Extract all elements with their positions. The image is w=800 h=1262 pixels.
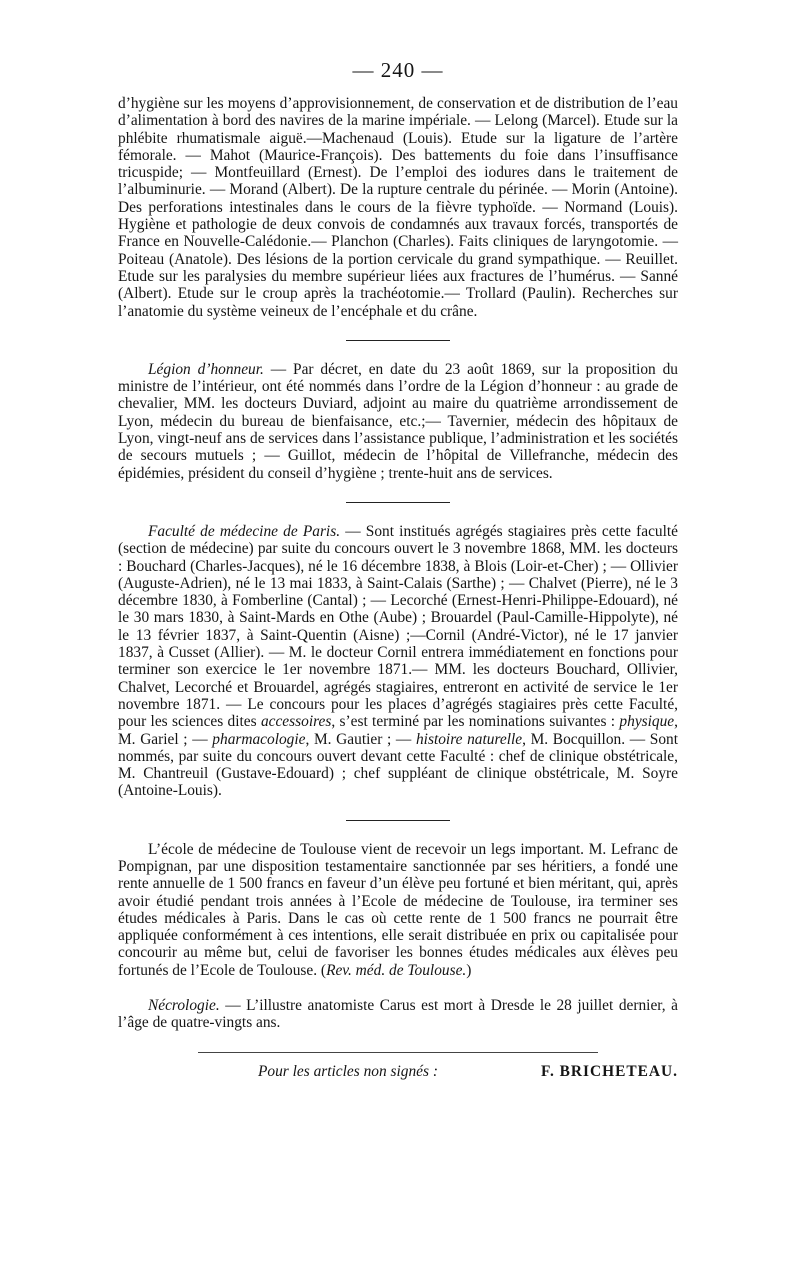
necrologie-text: — L’illustre anatomiste Carus est mort à Dresde le 28 juillet dernier, à l’âge de quatre-vingts ans. (118, 997, 678, 1032)
signature-label: Pour les articles non signés : (258, 1062, 438, 1080)
faculte-italic-accessoires: accessoires (260, 713, 332, 731)
faculte-text-2: , s’est terminé par les nominations suivantes : (331, 713, 620, 731)
faculte-italic-histoire: histoire naturelle (415, 730, 523, 748)
signature-line (118, 1063, 678, 1081)
section-heading-faculte: Faculté de médecine de Paris. (148, 522, 341, 540)
section-heading-legion: Légion d’honneur. (148, 360, 264, 378)
page-number: — 240 — (352, 58, 444, 82)
faculte-text-5: , M. Bocquillon. — Sont nommés, par suite du concours ouvert devant cette Faculté : chef de clinique obstétricale, M. Chantreuil (Gustave-Edouard) ; chef suppléant de clinique obstétricale, M. Soyre (Antoine-Louis). (118, 730, 678, 800)
signature-name: F. BRICHETEAU. (540, 1062, 678, 1080)
section-heading-necrologie: Nécrologie. (148, 997, 220, 1015)
legion-text: — Par décret, en date du 23 août 1869, sur la proposition du ministre de l’intérieur, ont été nommés dans l’ordre de la Légion d’honneur : au grade de chevalier, MM. les docteurs Duviard, adjoint au maire du quatrième arrondissement de Lyon, médecin du bureau de bienfaisance, etc.;— Tavernier, médecin des hôpitaux de Lyon, vingt-neuf ans de services dans l’assistance publique, l’administration et les sociétés de secours mutuels ; — Guillot, médecin de l’hôpital de Villefranche, médecin des épidémies, président du conseil d’hygiène ; trente-huit ans de services. (118, 360, 679, 482)
faculte-text-1: — Sont institués agrégés stagiaires près cette faculté (section de médecine) par suite du concours ouvert le 3 novembre 1868, MM. les docteurs : Bouchard (Charles-Jacques), né le 16 décembre 1838, à Blois (Loir-et-Cher) ; — Ollivier (Auguste-Adrien), né le 13 mai 1833, à Saint-Calais (Sarthe) ; — Chalvet (Pierre), né le 3 décembre 1830, à Fomberline (Cantal) ; — Lecorché (Ernest-Henri-Philippe-Edouard), né le 30 mars 1830, à Saint-Mards en Othe (Aube) ; Brouardel (Paul-Camille-Hippolyte), né le 13 février 1837, à Saint-Quentin (Aisne) ;—Cornil (André-Victor), né le 17 janvier 1837, à Cusset (Allier). — M. le docteur Cornil entrera immédiatement en fonctions pour terminer son exercice le 1er novembre 1871.— MM. les docteurs Bouchard, Ollivier, Chalvet, Lecorché et Brouardel, agrégés stagiaires, entreront en activité de service le 1er novembre 1871. — Le concours pour les places d’agrégés stagiaires près cette Faculté, pour les sciences dites (118, 522, 678, 731)
section-divider (346, 502, 450, 503)
toulouse-text: L’école de médecine de Toulouse vient de recevoir un legs important. M. Lefranc de Pompignan, par une disposition testamentaire sanctionnée par ses héritiers, a fondé une rente annuelle de 1 500 francs en faveur d’un élève peu fortuné et bien méritant, qui, après avoir étudié pendant trois années à l’Ecole de médecine de Toulouse, ira terminer ses études médicales à Paris. Dans le cas où cette rente de 1 500 francs ne pourrait être appliquée conformément à ces intentions, elle serait distribuée en prix ou capitalisée pour concourir au même but, celui de favoriser les bonnes études médicales aux élèves peu fortunés de l’Ecole de Toulouse. ( (118, 840, 678, 979)
page (118, 58, 678, 1081)
faculte-italic-physique: physique (619, 713, 675, 731)
faculte-text-4: , M. Gautier ; — (305, 730, 416, 748)
paragraph-faculte-paris (118, 523, 678, 800)
paragraph-thesis-list: d’hygiène sur les moyens d’approvisionnement, de conservation et de distribution de l’eau d’alimentation à bord des navires de la marine impériale. — Lelong (Marcel). Etude sur la phlébite rhumatismale aiguë.—Machenaud (Louis). Etude sur la ligature de l’artère fémorale. — Mahot (Maurice-François). Des battements du foie dans l’insuffisance tricuspide; — Montfeuillard (Ernest). De l’emploi des iodures dans le traitement de l’albuminurie. — Morand (Albert). De la rupture centrale du périnée. — Morin (Antoine). Des perforations intestinales dans le cours de la fièvre typhoïde. — Normand (Louis). Hygiène et pathologie de deux convois de condamnés aux travaux forcés, transportés de France en Nouvelle-Calédonie.— Planchon (Charles). Faits cliniques de laryngotomie. — Poiteau (Anatole). Des lésions de la portion cervicale du grand sympathique. — Reuillet. Etude sur les paralysies du membre supérieur liées aux fractures de l’humérus. — Sanné (Albert). Etude sur le croup après la trachéotomie.— Trollard (Paulin). Recherches sur l’anatomie du système veineux de l’encéphale et du crâne. (118, 95, 678, 320)
paragraph-necrologie (118, 997, 678, 1032)
paragraph-toulouse (118, 841, 678, 979)
faculte-text-3: , M. Gariel ; — (118, 713, 678, 748)
toulouse-source: Rev. méd. de Toulouse. (326, 961, 467, 979)
faculte-italic-pharmacologie: pharmacologie (212, 730, 306, 748)
signature-divider (198, 1052, 598, 1053)
toulouse-close: ) (466, 961, 472, 979)
section-divider (346, 820, 450, 821)
paragraph-legion-honneur (118, 361, 678, 482)
section-divider (346, 340, 450, 341)
